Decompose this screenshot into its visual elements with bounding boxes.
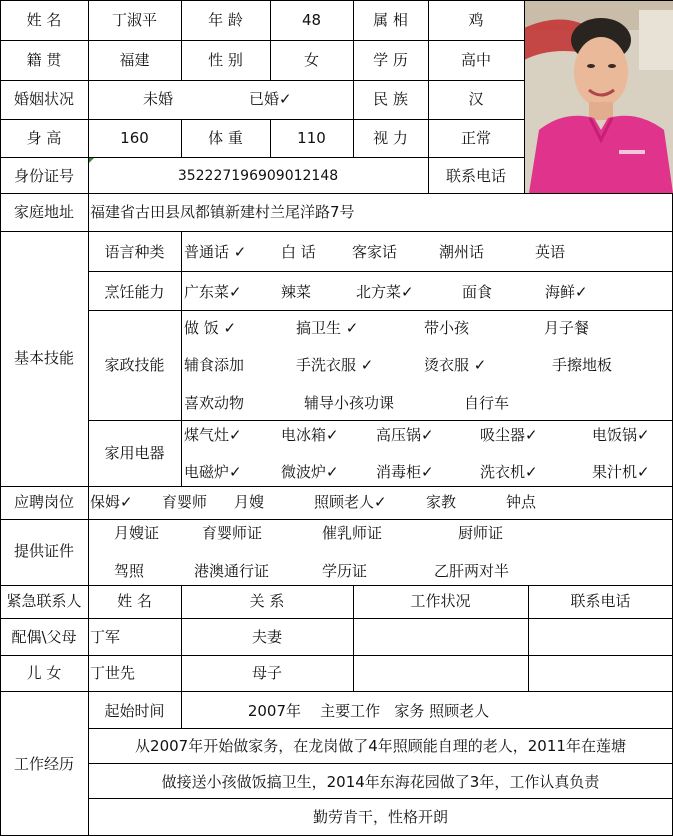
emergency-label: 紧急联系人	[6, 592, 82, 610]
row-divider	[88, 310, 673, 311]
profile-photo	[524, 0, 673, 193]
phone-label: 联系电话	[445, 167, 506, 185]
row-divider	[88, 728, 673, 729]
spouse-relation: 夫妻	[251, 628, 282, 646]
cert-item: 催乳师证	[322, 524, 383, 542]
ethnic-value: 汉	[468, 90, 484, 108]
row-divider	[0, 519, 673, 520]
address-label: 家庭地址	[13, 203, 74, 221]
row-divider	[0, 231, 673, 232]
column-divider	[524, 0, 525, 193]
child-label: 儿 女	[26, 664, 62, 682]
job-item: 钟点	[506, 493, 537, 511]
weight-value: 110	[297, 129, 326, 147]
skills-label: 基本技能	[13, 349, 74, 367]
row-divider	[0, 157, 524, 158]
row-divider	[0, 618, 673, 619]
work-description-line: 做接送小孩做饭搞卫生，2014年东海花园做了3年，工作认真负责	[161, 773, 600, 791]
column-divider	[181, 691, 182, 728]
start-time-label: 起始时间	[104, 702, 165, 720]
row-divider	[88, 420, 673, 421]
cert-item: 学历证	[322, 562, 368, 580]
cooking-item: 北方菜✓	[356, 283, 414, 301]
address-value: 福建省古田县凤都镇新建村兰尾洋路7号	[90, 203, 355, 221]
column-divider	[270, 0, 271, 80]
gender-value: 女	[303, 51, 319, 69]
edu-value: 高中	[460, 51, 491, 69]
emergency-header-name: 姓 名	[117, 592, 152, 610]
job-label: 应聘岗位	[13, 493, 74, 511]
row-divider	[0, 691, 673, 692]
row-divider	[0, 486, 673, 487]
language-item: 英语	[535, 243, 566, 261]
native-value: 福建	[119, 51, 150, 69]
row-divider	[0, 119, 524, 120]
cert-item: 港澳通行证	[194, 562, 270, 580]
job-item: 月嫂	[234, 493, 265, 511]
row-divider	[88, 271, 673, 272]
child-name: 丁世先	[90, 664, 136, 682]
language-label: 语言种类	[104, 243, 165, 261]
zodiac-label: 属 相	[373, 11, 408, 29]
cooking-item: 面食	[462, 283, 493, 301]
language-item: 白 话	[281, 243, 316, 261]
housekeeping-item: 烫衣服 ✓	[424, 356, 487, 374]
appliance-item: 微波炉✓	[281, 463, 339, 481]
work-label: 工作经历	[13, 755, 74, 773]
edu-label: 学 历	[373, 51, 408, 69]
column-divider	[181, 119, 182, 157]
job-item: 育婴师	[162, 493, 208, 511]
appliance-item: 洗衣机✓	[480, 463, 538, 481]
appliance-item: 电磁炉✓	[184, 463, 242, 481]
appliance-item: 吸尘器✓	[480, 426, 538, 444]
marital-option-unmarried: 未婚	[143, 90, 174, 108]
job-item: 照顾老人✓	[314, 493, 387, 511]
housekeeping-item: 月子餐	[544, 319, 590, 337]
language-item: 客家话	[352, 243, 398, 261]
cert-label: 提供证件	[13, 542, 74, 560]
height-label: 身 高	[26, 129, 62, 147]
ethnic-label: 民 族	[373, 90, 408, 108]
table-border	[0, 0, 1, 836]
column-divider	[88, 0, 89, 836]
work-description-line: 勤劳肯干，性格开朗	[312, 808, 448, 826]
housekeeping-item: 自行车	[464, 394, 510, 412]
cooking-item: 辣菜	[281, 283, 312, 301]
housekeeping-item: 辅食添加	[184, 356, 245, 374]
language-item: 潮州话	[439, 243, 485, 261]
row-divider	[0, 585, 673, 586]
spouse-name: 丁军	[90, 628, 121, 646]
vision-label: 视 力	[373, 129, 408, 147]
emergency-header-work: 工作状况	[410, 592, 471, 610]
cell-comment-marker	[89, 158, 94, 163]
language-item: 普通话 ✓	[184, 243, 247, 261]
emergency-header-phone: 联系电话	[570, 592, 631, 610]
row-divider	[88, 798, 673, 799]
cooking-item: 海鲜✓	[545, 283, 588, 301]
gender-label: 性 别	[208, 51, 243, 69]
housekeeping-item: 手洗衣服 ✓	[296, 356, 374, 374]
cert-item: 月嫂证	[114, 524, 160, 542]
row-divider	[0, 193, 673, 194]
housekeeping-label: 家政技能	[104, 356, 165, 374]
row-divider	[88, 763, 673, 764]
name-value: 丁淑平	[111, 11, 157, 29]
job-item: 保姆✓	[90, 493, 133, 511]
job-item: 家教	[426, 493, 457, 511]
cooking-label: 烹饪能力	[104, 283, 165, 301]
appliance-item: 果汁机✓	[592, 463, 650, 481]
vision-value: 正常	[460, 129, 491, 147]
column-divider	[428, 0, 429, 193]
row-divider	[0, 80, 524, 81]
native-label: 籍 贯	[26, 51, 62, 69]
housekeeping-item: 手擦地板	[552, 356, 613, 374]
column-divider	[181, 0, 182, 80]
appliance-item: 电饭锅✓	[592, 426, 650, 444]
name-label: 姓 名	[26, 11, 62, 29]
weight-label: 体 重	[208, 129, 243, 147]
housekeeping-item: 带小孩	[424, 319, 470, 337]
housekeeping-item: 搞卫生 ✓	[296, 319, 359, 337]
cert-item: 驾照	[114, 562, 145, 580]
age-label: 年 龄	[208, 11, 243, 29]
housekeeping-item: 做 饭 ✓	[184, 319, 237, 337]
appliance-label: 家用电器	[104, 444, 165, 462]
spouse-label: 配偶\父母	[11, 628, 77, 646]
marital-label: 婚姻状况	[13, 90, 74, 108]
cert-item: 厨师证	[458, 524, 504, 542]
marital-option-married: 已婚✓	[249, 90, 292, 108]
column-divider	[181, 231, 182, 486]
work-description-line: 从2007年开始做家务，在龙岗做了4年照顾能自理的老人，2011年在莲塘	[135, 737, 626, 755]
appliance-item: 消毒柜✓	[376, 463, 434, 481]
housekeeping-item: 喜欢动物	[184, 394, 245, 412]
emergency-header-relation: 关 系	[249, 592, 285, 610]
height-value: 160	[120, 129, 149, 147]
column-divider	[353, 0, 354, 157]
housekeeping-item: 辅导小孩功课	[304, 394, 395, 412]
appliance-item: 高压锅✓	[376, 426, 434, 444]
cooking-item: 广东菜✓	[184, 283, 242, 301]
column-divider	[353, 585, 354, 691]
start-time-value: 2007年 主要工作 家务 照顾老人	[247, 702, 490, 720]
row-divider	[0, 655, 673, 656]
column-divider	[528, 585, 529, 691]
cert-item: 育婴师证	[202, 524, 263, 542]
column-divider	[270, 119, 271, 157]
table-border	[0, 0, 673, 1]
cert-item: 乙肝两对半	[434, 562, 510, 580]
child-relation: 母子	[251, 664, 282, 682]
row-divider	[0, 40, 524, 41]
age-value: 48	[301, 11, 322, 29]
zodiac-value: 鸡	[468, 11, 484, 29]
appliance-item: 电冰箱✓	[281, 426, 339, 444]
id-label: 身份证号	[13, 167, 74, 185]
appliance-item: 煤气灶✓	[184, 426, 242, 444]
column-divider	[181, 585, 182, 691]
id-value: 352227196909012148	[177, 168, 339, 184]
